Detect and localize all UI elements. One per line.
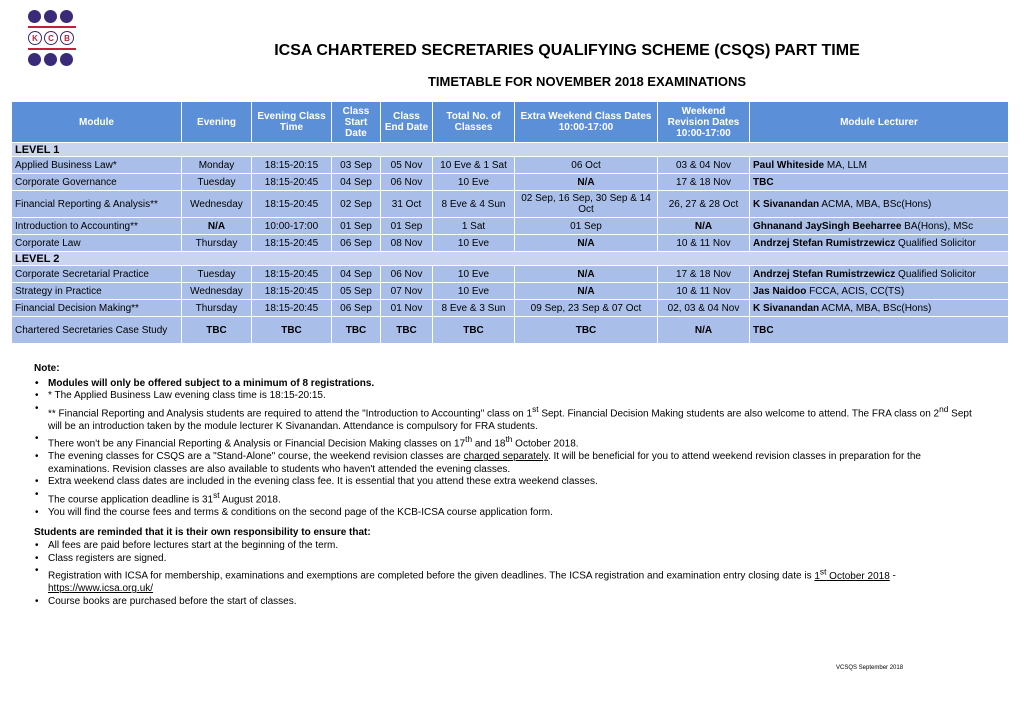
cell-end: 07 Nov (381, 283, 433, 300)
cell-time: 18:15-20:45 (252, 300, 332, 317)
cell-end: 05 Nov (381, 157, 433, 174)
cell-time: 18:15-20:45 (252, 266, 332, 283)
responsibility-heading: Students are reminded that it is their own responsibility to ensure that: (34, 526, 371, 538)
cell-time: 10:00-17:00 (252, 218, 332, 235)
cell-end: 31 Oct (381, 191, 433, 218)
cell-total: 8 Eve & 3 Sun (433, 300, 515, 317)
logo-dot (60, 10, 73, 23)
note-item: • The course application deadline is 31st August 2018. (48, 489, 984, 507)
header-evening: Evening (182, 102, 252, 143)
cell-start: 04 Sep (332, 174, 381, 191)
cell-total: TBC (433, 317, 515, 344)
level-1-row (12, 143, 1009, 157)
cell-revision: 17 & 18 Nov (658, 174, 750, 191)
cell-lecturer: Andrzej Stefan Rumistrzewicz Qualified Solicitor (750, 235, 1009, 252)
logo-letter-b: B (60, 31, 74, 45)
cell-lecturer: Andrzej Stefan Rumistrzewicz Qualified Solicitor (750, 266, 1009, 283)
cell-revision: 17 & 18 Nov (658, 266, 750, 283)
cell-end: 01 Sep (381, 218, 433, 235)
table-row (12, 191, 1009, 218)
cell-evening: N/A (182, 218, 252, 235)
note-item: • There won't be any Financial Reporting & Analysis or Financial Decision Making classes on 17th and 18th October 2018. (48, 433, 984, 451)
cell-start: 01 Sep (332, 218, 381, 235)
cell-start: 03 Sep (332, 157, 381, 174)
cell-start: 06 Sep (332, 235, 381, 252)
cell-lecturer: Ghnanand JaySingh Beeharree BA(Hons), MSc (750, 218, 1009, 235)
header-lecturer: Module Lecturer (750, 102, 1009, 143)
cell-lecturer: TBC (750, 317, 1009, 344)
cell-module: Corporate Law (12, 235, 182, 252)
cell-module: Applied Business Law* (12, 157, 182, 174)
cell-lecturer: Jas Naidoo FCCA, ACIS, CC(TS) (750, 283, 1009, 300)
header-start-date: Class Start Date (332, 102, 381, 143)
notes-section (34, 363, 984, 608)
level-label: LEVEL 2 (12, 252, 1009, 266)
cell-total: 10 Eve (433, 235, 515, 252)
table-row (12, 317, 1009, 344)
header-class-time: Evening Class Time (252, 102, 332, 143)
cell-lecturer: K Sivanandan ACMA, MBA, BSc(Hons) (750, 300, 1009, 317)
cell-evening: Thursday (182, 235, 252, 252)
timetable (11, 101, 1009, 344)
cell-start: 04 Sep (332, 266, 381, 283)
cell-revision: 02, 03 & 04 Nov (658, 300, 750, 317)
cell-lecturer: TBC (750, 174, 1009, 191)
cell-extra: 06 Oct (515, 157, 658, 174)
responsibility-item: • Registration with ICSA for membership, examinations and exemptions are completed before the given deadlines. The ICSA registration and examination entry closing date is 1st October 2018 - https://www.icsa.org.uk/ (48, 565, 984, 596)
table-row (12, 218, 1009, 235)
icsa-link[interactable]: https://www.icsa.org.uk/ (48, 583, 154, 595)
cell-extra: N/A (515, 266, 658, 283)
page-title: ICSA CHARTERED SECRETARIES QUALIFYING SCHEME (CSQS) PART TIME (274, 42, 860, 59)
note-item: • Modules will only be offered subject to a minimum of 8 registrations. (48, 378, 984, 391)
cell-start: 05 Sep (332, 283, 381, 300)
responsibility-item: • Course books are purchased before the start of classes. (48, 596, 984, 609)
cell-revision: N/A (658, 218, 750, 235)
note-item: • * The Applied Business Law evening class time is 18:15-20:15. (48, 390, 984, 403)
cell-start: 02 Sep (332, 191, 381, 218)
cell-evening: Wednesday (182, 191, 252, 218)
cell-extra: N/A (515, 235, 658, 252)
cell-time: 18:15-20:45 (252, 174, 332, 191)
header-module: Module (12, 102, 182, 143)
cell-module: Financial Reporting & Analysis** (12, 191, 182, 218)
note-item: • Extra weekend class dates are included in the evening class fee. It is essential that you attend these extra weekend classes. (48, 476, 984, 489)
cell-extra: 09 Sep, 23 Sep & 07 Oct (515, 300, 658, 317)
cell-time: 18:15-20:15 (252, 157, 332, 174)
cell-extra: 01 Sep (515, 218, 658, 235)
cell-module: Chartered Secretaries Case Study (12, 317, 182, 344)
cell-end: 08 Nov (381, 235, 433, 252)
cell-lecturer: Paul Whiteside MA, LLM (750, 157, 1009, 174)
note-item: • ** Financial Reporting and Analysis students are required to attend the "Introduction to Accounting" class on 1st Sept. Financial Decision Making students are also welcome to attend. The FRA class on 2nd Sept will be an introduction taken by the module lecturer K Sivanandan. Attendance is compulsory for FRA students. (48, 403, 984, 434)
cell-time: TBC (252, 317, 332, 344)
cell-time: 18:15-20:45 (252, 283, 332, 300)
cell-module: Financial Decision Making** (12, 300, 182, 317)
cell-module: Corporate Secretarial Practice (12, 266, 182, 283)
table-row (12, 266, 1009, 283)
kcb-logo (28, 10, 76, 69)
cell-extra: TBC (515, 317, 658, 344)
header-revision-dates: Weekend Revision Dates 10:00-17:00 (658, 102, 750, 143)
header-end-date: Class End Date (381, 102, 433, 143)
level-2-row (12, 252, 1009, 266)
cell-time: 18:15-20:45 (252, 235, 332, 252)
responsibility-item: • All fees are paid before lectures start at the beginning of the term. (48, 540, 984, 553)
footer-ref: VCSQS September 2018 (836, 665, 904, 671)
table-row (12, 300, 1009, 317)
cell-module: Introduction to Accounting** (12, 218, 182, 235)
page-subtitle: TIMETABLE FOR NOVEMBER 2018 EXAMINATIONS (427, 74, 747, 89)
logo-letter-k: K (28, 31, 42, 45)
table-row (12, 157, 1009, 174)
logo-dot (28, 10, 41, 23)
note-item: • The evening classes for CSQS are a "Stand-Alone" course, the weekend revision classes are charged separately. It will be beneficial for you to attend weekend revision classes in preparation for the examinations. Revision classes are also available to students who haven't attended the evening classes. (48, 451, 984, 476)
cell-evening: Thursday (182, 300, 252, 317)
cell-time: 18:15-20:45 (252, 191, 332, 218)
logo-letter-c: C (44, 31, 58, 45)
table-row (12, 283, 1009, 300)
cell-extra: N/A (515, 283, 658, 300)
table-row (12, 235, 1009, 252)
cell-total: 10 Eve (433, 266, 515, 283)
cell-revision: 10 & 11 Nov (658, 235, 750, 252)
cell-evening: Tuesday (182, 266, 252, 283)
logo-dot (44, 10, 57, 23)
cell-total: 8 Eve & 4 Sun (433, 191, 515, 218)
cell-evening: Monday (182, 157, 252, 174)
table-header-row (12, 102, 1009, 143)
cell-start: TBC (332, 317, 381, 344)
cell-evening: Tuesday (182, 174, 252, 191)
cell-total: 10 Eve & 1 Sat (433, 157, 515, 174)
cell-end: 06 Nov (381, 174, 433, 191)
header-extra-weekend: Extra Weekend Class Dates 10:00-17:00 (515, 102, 658, 143)
cell-module: Corporate Governance (12, 174, 182, 191)
cell-revision: 26, 27 & 28 Oct (658, 191, 750, 218)
cell-end: TBC (381, 317, 433, 344)
cell-total: 10 Eve (433, 174, 515, 191)
cell-total: 10 Eve (433, 283, 515, 300)
cell-revision: N/A (658, 317, 750, 344)
header-total-classes: Total No. of Classes (433, 102, 515, 143)
cell-total: 1 Sat (433, 218, 515, 235)
cell-revision: 10 & 11 Nov (658, 283, 750, 300)
cell-revision: 03 & 04 Nov (658, 157, 750, 174)
cell-evening: Wednesday (182, 283, 252, 300)
cell-evening: TBC (182, 317, 252, 344)
level-label: LEVEL 1 (12, 143, 1009, 157)
note-item: • You will find the course fees and terms & conditions on the second page of the KCB-ICSA course application form. (48, 507, 984, 520)
cell-lecturer: K Sivanandan ACMA, MBA, BSc(Hons) (750, 191, 1009, 218)
cell-start: 06 Sep (332, 300, 381, 317)
responsibility-item: • Class registers are signed. (48, 553, 984, 566)
cell-module: Strategy in Practice (12, 283, 182, 300)
cell-end: 01 Nov (381, 300, 433, 317)
notes-heading: Note: (34, 363, 60, 374)
cell-extra: N/A (515, 174, 658, 191)
cell-end: 06 Nov (381, 266, 433, 283)
table-row (12, 174, 1009, 191)
cell-extra: 02 Sep, 16 Sep, 30 Sep & 14 Oct (515, 191, 658, 218)
